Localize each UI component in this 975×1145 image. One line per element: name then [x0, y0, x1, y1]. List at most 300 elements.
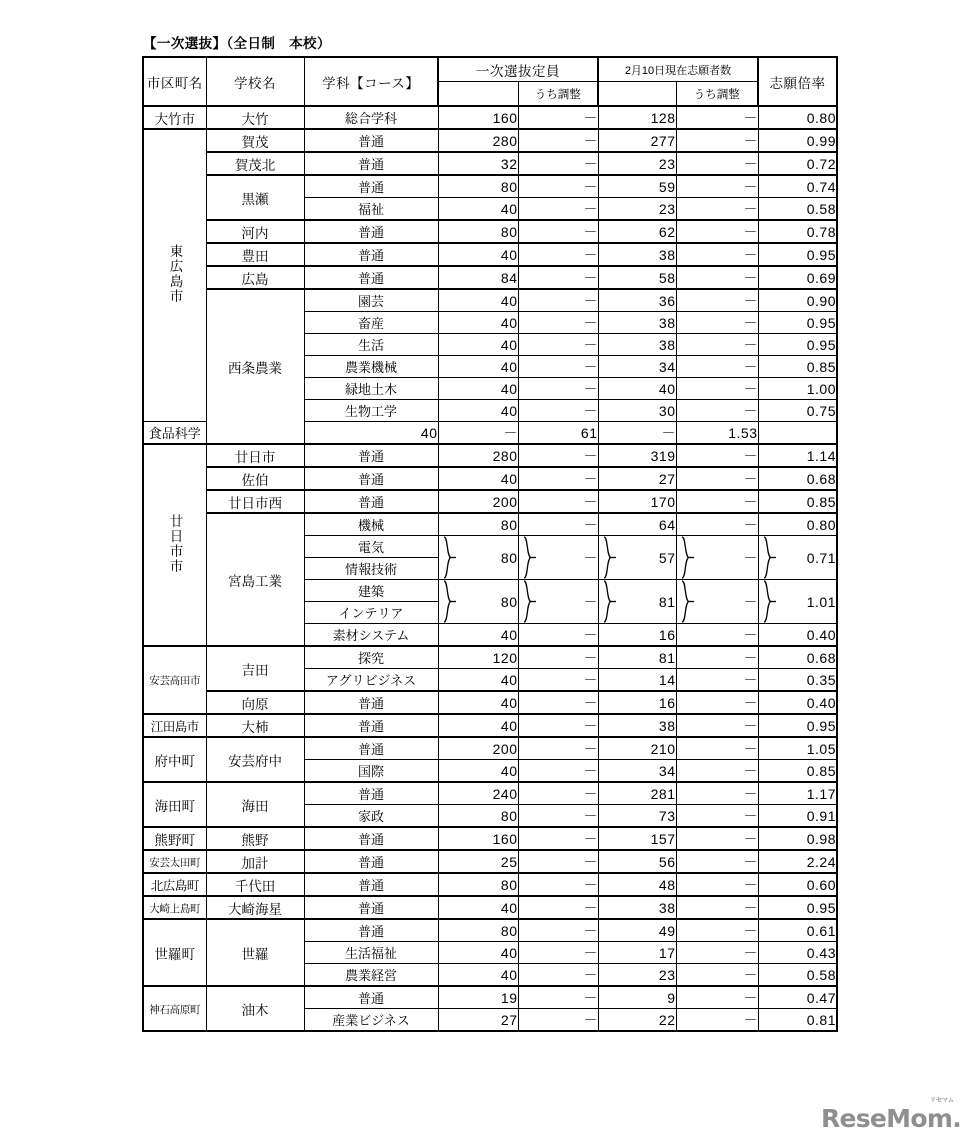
cell-capacity: 40 — [438, 714, 518, 737]
cell-department: 農業経営 — [304, 964, 438, 987]
cell-applicants: 73 — [598, 805, 676, 828]
cell-applicants: 38 — [598, 896, 676, 919]
cell-department: 普通 — [304, 873, 438, 896]
cell-capacity: 40 — [438, 334, 518, 356]
cell-applicants-adjust: － — [676, 312, 758, 334]
cell-capacity: 120 — [438, 646, 518, 669]
group-brace-icon — [761, 580, 777, 623]
cell-department: 普通 — [304, 129, 438, 152]
cell-capacity: 200 — [438, 737, 518, 760]
cell-applicants: 40 — [598, 378, 676, 400]
page-title — [143, 36, 331, 52]
cell-rate: 0.71 — [758, 536, 837, 580]
cell-applicants: 34 — [598, 356, 676, 378]
cell-school: 豊田 — [206, 243, 304, 266]
cell-applicants-adjust: － — [676, 580, 758, 624]
cell-city — [143, 646, 206, 714]
cell-rate: 0.35 — [758, 669, 837, 692]
cell-applicants: 38 — [598, 243, 676, 266]
group-brace-icon — [601, 580, 617, 623]
cell-school: 大崎海星 — [206, 896, 304, 919]
cell-rate: 0.47 — [758, 986, 837, 1009]
table-row — [143, 289, 837, 312]
col-header-capacity: 一次選抜定員 — [438, 57, 598, 82]
cell-rate: 0.68 — [758, 646, 837, 669]
cell-capacity: 280 — [438, 444, 518, 467]
cell-capacity-adjust: － — [518, 919, 598, 942]
group-brace-icon — [679, 536, 695, 579]
cell-department: 普通 — [304, 986, 438, 1009]
cell-rate: 0.91 — [758, 805, 837, 828]
cell-department: 普通 — [304, 266, 438, 289]
cell-capacity: 40 — [438, 378, 518, 400]
cell-school: 千代田 — [206, 873, 304, 896]
cell-department: 国際 — [304, 760, 438, 783]
cell-school: 大柿 — [206, 714, 304, 737]
cell-capacity: 80 — [438, 580, 518, 624]
cell-school: 安芸府中 — [206, 737, 304, 782]
city-label: 大竹市 — [154, 111, 195, 127]
table-row — [143, 490, 837, 513]
cell-department: 普通 — [304, 444, 438, 467]
cell-department: 普通 — [304, 152, 438, 175]
cell-school: 西条農業 — [206, 289, 304, 444]
cell-capacity-adjust: － — [518, 782, 598, 805]
table-row — [143, 691, 837, 714]
cell-capacity-adjust: － — [518, 805, 598, 828]
cell-capacity: 40 — [438, 624, 518, 647]
table-row — [143, 243, 837, 266]
cell-city — [143, 873, 206, 896]
cell-city — [143, 782, 206, 827]
table-row — [143, 220, 837, 243]
col-header-rate: 志願倍率 — [758, 57, 837, 106]
cell-capacity-adjust: － — [518, 760, 598, 783]
cell-applicants: 210 — [598, 737, 676, 760]
cell-school: 大竹 — [206, 106, 304, 129]
cell-applicants: 319 — [598, 444, 676, 467]
table-row — [143, 175, 837, 198]
cell-department: アグリビジネス — [304, 669, 438, 692]
table-row — [143, 266, 837, 289]
table-row — [143, 737, 837, 760]
cell-school: 熊野 — [206, 827, 304, 850]
cell-applicants-adjust: － — [676, 467, 758, 490]
table-row — [143, 444, 837, 467]
cell-department: 普通 — [304, 490, 438, 513]
cell-rate: 0.80 — [758, 106, 837, 129]
cell-applicants: 81 — [598, 646, 676, 669]
cell-applicants: 16 — [598, 691, 676, 714]
cell-capacity-adjust: － — [518, 896, 598, 919]
table-row — [143, 782, 837, 805]
cell-department: 普通 — [304, 737, 438, 760]
cell-applicants-adjust: － — [676, 964, 758, 987]
cell-capacity-adjust: － — [518, 312, 598, 334]
city-label: 熊野町 — [154, 832, 195, 848]
cell-department: 農業機械 — [304, 356, 438, 378]
cell-department: 普通 — [304, 850, 438, 873]
watermark-dot: . — [952, 1104, 961, 1133]
cell-applicants: 128 — [598, 106, 676, 129]
cell-city — [143, 919, 206, 986]
cell-capacity: 80 — [438, 536, 518, 580]
cell-capacity-adjust: － — [518, 243, 598, 266]
cell-applicants: 9 — [598, 986, 676, 1009]
cell-capacity: 40 — [438, 964, 518, 987]
city-label: 海田町 — [154, 798, 195, 814]
cell-capacity: 80 — [438, 513, 518, 536]
admissions-table — [142, 56, 838, 1032]
table-row — [143, 896, 837, 919]
cell-department: 生物工学 — [304, 400, 438, 422]
city-label: 安芸高田市 — [149, 675, 201, 687]
cell-capacity: 40 — [438, 289, 518, 312]
cell-department: インテリア — [304, 602, 438, 624]
cell-capacity-adjust: － — [518, 669, 598, 692]
cell-applicants-adjust: － — [676, 691, 758, 714]
cell-capacity-adjust: － — [518, 942, 598, 964]
cell-rate: 0.81 — [758, 1009, 837, 1032]
cell-capacity: 40 — [438, 356, 518, 378]
table-row — [143, 714, 837, 737]
cell-capacity-adjust: － — [518, 714, 598, 737]
cell-applicants-adjust: － — [676, 334, 758, 356]
cell-capacity: 40 — [438, 942, 518, 964]
cell-applicants-adjust: － — [676, 220, 758, 243]
cell-department: 緑地土木 — [304, 378, 438, 400]
cell-city — [143, 106, 206, 129]
cell-applicants: 27 — [598, 467, 676, 490]
col-header-applicants-blank — [598, 82, 676, 107]
cell-applicants-adjust: － — [676, 152, 758, 175]
cell-applicants-adjust: － — [676, 850, 758, 873]
cell-city — [143, 896, 206, 919]
cell-applicants-adjust: － — [676, 624, 758, 647]
cell-applicants: 48 — [598, 873, 676, 896]
cell-department: 総合学科 — [304, 106, 438, 129]
cell-capacity: 27 — [438, 1009, 518, 1032]
cell-city — [143, 827, 206, 850]
table-body — [143, 106, 837, 1031]
cell-city — [143, 850, 206, 873]
city-label-vertical: 廿日市市 — [167, 513, 183, 574]
cell-applicants-adjust: － — [676, 1009, 758, 1032]
cell-school: 河内 — [206, 220, 304, 243]
cell-applicants-adjust: － — [676, 737, 758, 760]
cell-rate: 0.69 — [758, 266, 837, 289]
cell-capacity: 80 — [438, 919, 518, 942]
col-header-school: 学校名 — [206, 57, 304, 106]
cell-department: 普通 — [304, 827, 438, 850]
group-brace-icon — [441, 580, 457, 623]
cell-department: 福祉 — [304, 198, 438, 221]
cell-department: 素材システム — [304, 624, 438, 647]
cell-city — [143, 129, 206, 422]
cell-department: 普通 — [304, 896, 438, 919]
cell-capacity: 160 — [438, 106, 518, 129]
cell-applicants: 277 — [598, 129, 676, 152]
cell-capacity-adjust: － — [518, 1009, 598, 1032]
cell-capacity: 40 — [438, 669, 518, 692]
cell-applicants-adjust: － — [676, 490, 758, 513]
cell-applicants-adjust: － — [676, 513, 758, 536]
cell-rate: 0.78 — [758, 220, 837, 243]
cell-applicants: 23 — [598, 964, 676, 987]
table-row — [143, 152, 837, 175]
cell-applicants: 30 — [598, 400, 676, 422]
col-header-capacity-blank — [438, 82, 518, 107]
cell-applicants-adjust: － — [676, 896, 758, 919]
cell-capacity-adjust: － — [518, 220, 598, 243]
cell-rate: 0.72 — [758, 152, 837, 175]
col-header-city: 市区町名 — [143, 57, 206, 106]
cell-capacity: 40 — [438, 691, 518, 714]
cell-department: 普通 — [304, 220, 438, 243]
cell-rate: 0.40 — [758, 691, 837, 714]
cell-capacity-adjust: － — [518, 378, 598, 400]
cell-capacity: 40 — [438, 312, 518, 334]
table-row — [143, 106, 837, 129]
cell-rate: 1.53 — [676, 422, 758, 445]
cell-capacity: 80 — [438, 175, 518, 198]
cell-capacity: 280 — [438, 129, 518, 152]
cell-department: 生活 — [304, 334, 438, 356]
table-row — [143, 129, 837, 152]
watermark-text: ReseMom — [820, 1104, 953, 1133]
cell-applicants-adjust: － — [676, 198, 758, 221]
cell-capacity-adjust: － — [518, 536, 598, 580]
cell-capacity: 40 — [438, 400, 518, 422]
cell-department: 普通 — [304, 691, 438, 714]
cell-applicants-adjust: － — [676, 873, 758, 896]
cell-capacity: 19 — [438, 986, 518, 1009]
cell-capacity: 25 — [438, 850, 518, 873]
cell-applicants: 59 — [598, 175, 676, 198]
cell-applicants: 38 — [598, 334, 676, 356]
table-row — [143, 467, 837, 490]
cell-capacity: 40 — [438, 243, 518, 266]
cell-capacity-adjust: － — [518, 175, 598, 198]
city-label: 大崎上島町 — [149, 902, 201, 915]
cell-capacity: 40 — [438, 760, 518, 783]
cell-department: 建築 — [304, 580, 438, 602]
cell-department: 普通 — [304, 782, 438, 805]
cell-department: 畜産 — [304, 312, 438, 334]
cell-rate: 1.14 — [758, 444, 837, 467]
cell-rate: 0.95 — [758, 896, 837, 919]
cell-school: 廿日市西 — [206, 490, 304, 513]
cell-department: 普通 — [304, 714, 438, 737]
cell-capacity-adjust: － — [518, 106, 598, 129]
cell-applicants-adjust: － — [676, 356, 758, 378]
cell-capacity: 80 — [438, 220, 518, 243]
cell-applicants: 23 — [598, 198, 676, 221]
cell-applicants-adjust: － — [676, 243, 758, 266]
cell-city — [143, 444, 206, 646]
caption-bracket-title: 【一次選抜】 — [143, 36, 227, 51]
city-label: 神石高原町 — [149, 1003, 201, 1016]
cell-applicants: 64 — [598, 513, 676, 536]
cell-department: 探究 — [304, 646, 438, 669]
cell-school: 海田 — [206, 782, 304, 827]
cell-applicants: 22 — [598, 1009, 676, 1032]
cell-applicants-adjust: － — [676, 782, 758, 805]
cell-department: 普通 — [304, 919, 438, 942]
cell-applicants-adjust: － — [676, 400, 758, 422]
watermark-logo — [820, 1097, 961, 1133]
table-row — [143, 646, 837, 669]
cell-applicants: 56 — [598, 850, 676, 873]
cell-school: 廿日市 — [206, 444, 304, 467]
cell-capacity-adjust: － — [518, 400, 598, 422]
cell-school: 賀茂北 — [206, 152, 304, 175]
cell-applicants-adjust: － — [676, 129, 758, 152]
group-brace-icon — [601, 536, 617, 579]
cell-rate: 0.43 — [758, 942, 837, 964]
cell-capacity: 40 — [438, 467, 518, 490]
cell-applicants-adjust: － — [676, 289, 758, 312]
cell-rate: 0.95 — [758, 243, 837, 266]
cell-capacity: 160 — [438, 827, 518, 850]
cell-rate: 0.95 — [758, 334, 837, 356]
cell-rate: 1.00 — [758, 378, 837, 400]
table-head — [143, 57, 837, 106]
cell-applicants-adjust: － — [676, 827, 758, 850]
cell-school: 吉田 — [206, 646, 304, 691]
cell-department: 園芸 — [304, 289, 438, 312]
group-brace-icon — [679, 580, 695, 623]
cell-department: 電気 — [304, 536, 438, 558]
cell-applicants: 170 — [598, 490, 676, 513]
cell-capacity-adjust: － — [518, 467, 598, 490]
cell-rate: 1.01 — [758, 580, 837, 624]
cell-capacity-adjust: － — [518, 266, 598, 289]
cell-applicants: 34 — [598, 760, 676, 783]
cell-capacity-adjust: － — [518, 334, 598, 356]
cell-applicants: 23 — [598, 152, 676, 175]
cell-capacity-adjust: － — [438, 422, 518, 445]
cell-rate: 0.85 — [758, 356, 837, 378]
admissions-table-wrapper — [142, 56, 838, 1032]
cell-applicants: 62 — [598, 220, 676, 243]
city-label: 北広島町 — [150, 878, 199, 893]
cell-school: 世羅 — [206, 919, 304, 986]
cell-school: 向原 — [206, 691, 304, 714]
city-label-vertical: 東広島市 — [167, 244, 183, 304]
col-header-capacity-adjust: うち調整 — [518, 82, 598, 107]
cell-rate: 0.58 — [758, 198, 837, 221]
cell-applicants-adjust: － — [676, 106, 758, 129]
cell-department: 情報技術 — [304, 558, 438, 580]
cell-capacity: 80 — [438, 873, 518, 896]
cell-applicants: 36 — [598, 289, 676, 312]
cell-capacity: 40 — [304, 422, 438, 445]
group-brace-icon — [761, 536, 777, 579]
cell-rate: 0.74 — [758, 175, 837, 198]
cell-capacity-adjust: － — [518, 737, 598, 760]
cell-capacity-adjust: － — [518, 850, 598, 873]
cell-applicants-adjust: － — [676, 760, 758, 783]
table-row — [143, 850, 837, 873]
cell-capacity-adjust: － — [518, 198, 598, 221]
cell-school: 加計 — [206, 850, 304, 873]
cell-applicants-adjust: － — [676, 646, 758, 669]
city-label: 府中町 — [154, 753, 195, 769]
cell-applicants: 81 — [598, 580, 676, 624]
cell-rate: 0.40 — [758, 624, 837, 647]
cell-city — [143, 986, 206, 1031]
cell-applicants-adjust: － — [676, 536, 758, 580]
cell-capacity: 240 — [438, 782, 518, 805]
cell-applicants: 57 — [598, 536, 676, 580]
cell-applicants: 17 — [598, 942, 676, 964]
cell-capacity-adjust: － — [518, 152, 598, 175]
cell-school: 黒瀬 — [206, 175, 304, 220]
cell-rate: 0.61 — [758, 919, 837, 942]
cell-city — [143, 714, 206, 737]
group-brace-icon — [521, 536, 537, 579]
table-row — [143, 873, 837, 896]
city-label: 江田島市 — [150, 719, 199, 734]
cell-department: 機械 — [304, 513, 438, 536]
cell-rate: 1.17 — [758, 782, 837, 805]
cell-rate: 0.58 — [758, 964, 837, 987]
cell-rate: 0.60 — [758, 873, 837, 896]
cell-capacity-adjust: － — [518, 873, 598, 896]
caption-subtitle: （全日制 本校） — [226, 36, 331, 51]
cell-capacity: 40 — [438, 198, 518, 221]
cell-applicants: 281 — [598, 782, 676, 805]
cell-rate: 0.98 — [758, 827, 837, 850]
cell-capacity: 84 — [438, 266, 518, 289]
cell-applicants: 16 — [598, 624, 676, 647]
cell-school: 賀茂 — [206, 129, 304, 152]
cell-capacity-adjust: － — [518, 289, 598, 312]
cell-school: 宮島工業 — [206, 513, 304, 646]
table-row — [143, 513, 837, 536]
cell-capacity-adjust: － — [518, 986, 598, 1009]
cell-department: 産業ビジネス — [304, 1009, 438, 1032]
cell-rate: 0.99 — [758, 129, 837, 152]
cell-rate: 0.85 — [758, 760, 837, 783]
group-brace-icon — [521, 580, 537, 623]
cell-capacity-adjust: － — [518, 490, 598, 513]
cell-school: 広島 — [206, 266, 304, 289]
col-header-department: 学科【コース】 — [304, 57, 438, 106]
cell-rate: 0.75 — [758, 400, 837, 422]
cell-applicants-adjust: － — [676, 378, 758, 400]
cell-capacity-adjust: － — [518, 624, 598, 647]
cell-applicants-adjust: － — [676, 986, 758, 1009]
cell-rate: 0.80 — [758, 513, 837, 536]
cell-department: 普通 — [304, 467, 438, 490]
cell-capacity: 32 — [438, 152, 518, 175]
cell-applicants: 61 — [518, 422, 598, 445]
cell-department: 家政 — [304, 805, 438, 828]
cell-applicants: 49 — [598, 919, 676, 942]
cell-school: 油木 — [206, 986, 304, 1031]
cell-applicants: 38 — [598, 312, 676, 334]
cell-city — [143, 737, 206, 782]
resemom-watermark — [820, 1097, 961, 1133]
group-brace-icon — [441, 536, 457, 579]
cell-school: 佐伯 — [206, 467, 304, 490]
cell-applicants-adjust: － — [676, 175, 758, 198]
col-header-applicants: 2月10日現在志願者数 — [598, 57, 758, 82]
cell-capacity: 40 — [438, 896, 518, 919]
cell-department: 生活福祉 — [304, 942, 438, 964]
